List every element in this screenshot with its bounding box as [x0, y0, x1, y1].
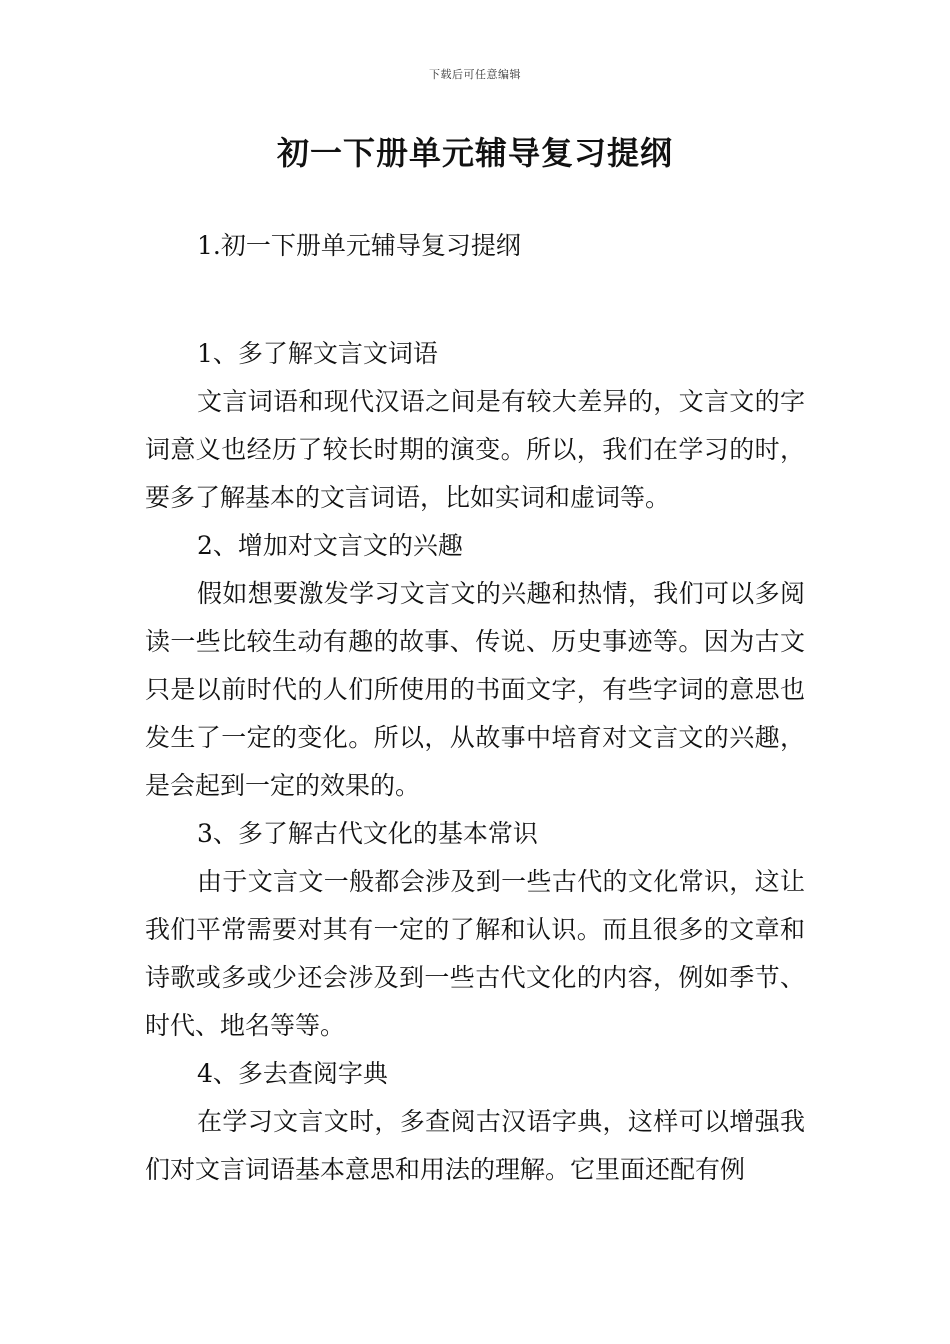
header-note: 下载后可任意编辑	[429, 68, 521, 81]
document-title: 初一下册单元辅导复习提纲	[276, 134, 673, 172]
section-paragraph: 文言词语和现代汉语之间是有较大差异的，文言文的字词意义也经历了较长时期的演变。所以，我们在学习的时，要多了解基本的文言词语，比如实词和虚词等。	[145, 387, 805, 512]
section-paragraph: 在学习文言文时，多查阅古汉语字典，这样可以增强我们对文言词语基本意思和用法的理解。它里面还配有例	[145, 1107, 805, 1184]
subtitle: 1.初一下册单元辅导复习提纲	[197, 231, 521, 260]
document-body	[145, 222, 805, 1194]
section-heading: 4、多去查阅字典	[197, 1059, 388, 1088]
section-paragraph: 假如想要激发学习文言文的兴趣和热情，我们可以多阅读一些比较生动有趣的故事、传说、历史事迹等。因为古文只是以前时代的人们所使用的书面文字，有些字词的意思也发生了一定的变化。所以，从故事中培育对文言文的兴趣，是会起到一定的效果的。	[145, 579, 805, 800]
section-paragraph: 由于文言文一般都会涉及到一些古代的文化常识，这让我们平常需要对其有一定的了解和认识。而且很多的文章和诗歌或多或少还会涉及到一些古代文化的内容，例如季节、时代、地名等等。	[145, 867, 805, 1040]
section-heading: 3、多了解古代文化的基本常识	[197, 819, 538, 848]
section-heading: 1、多了解文言文词语	[197, 339, 438, 368]
blank-spacer	[145, 270, 805, 330]
section-heading: 2、增加对文言文的兴趣	[197, 531, 463, 560]
